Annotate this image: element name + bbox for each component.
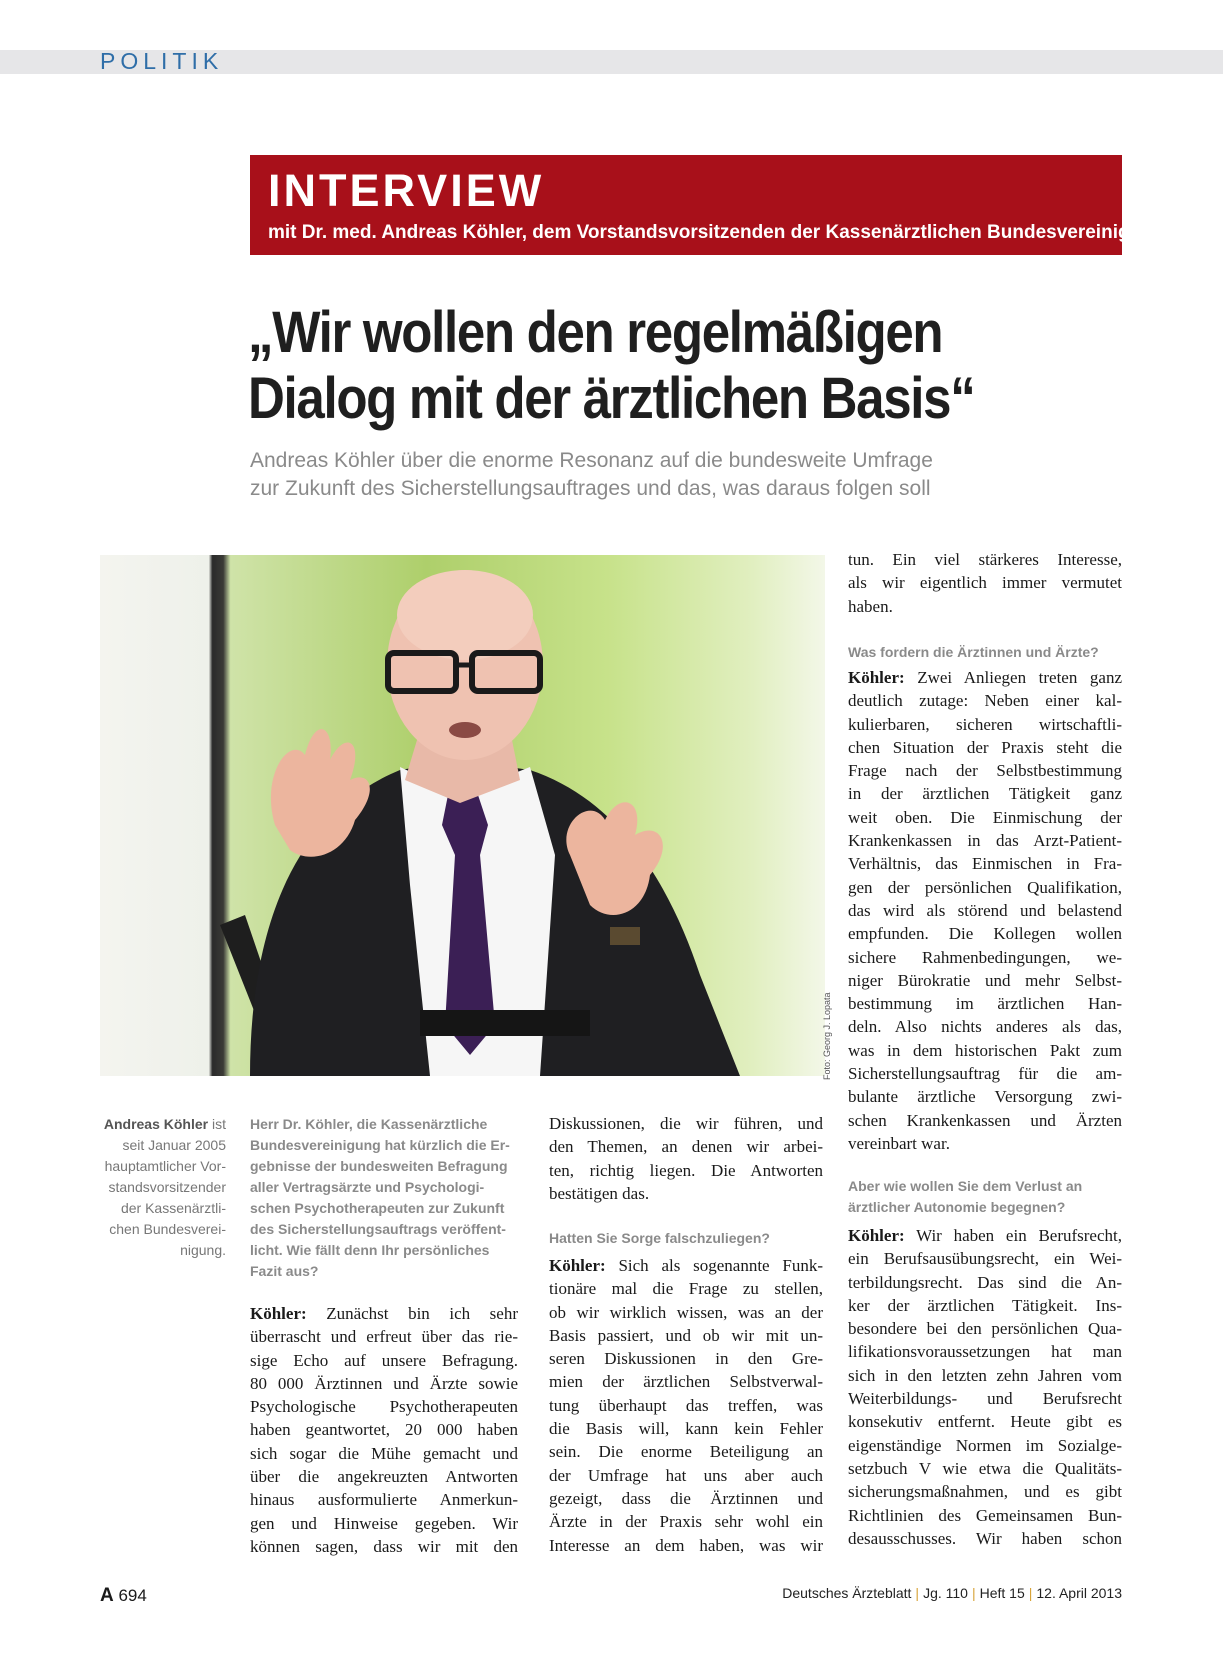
body-line: terbildungsrecht. Das sind die An- [848,1272,1122,1292]
question-line: ärztlicher Autonomie begegnen? [848,1199,1066,1215]
column-3-answer-2 [848,1224,1122,1550]
body-line: Ärzte in der Praxis sehr wohl ein [549,1512,823,1532]
caption-name: Andreas Köhler [103,1116,209,1132]
body-line: ob wir wirklich wissen, was an der [549,1302,823,1322]
subhead-line: zur Zukunft des Sicherstellungsauftrages und das, was daraus folgen soll [250,477,931,500]
footer-publication-info: Deutsches Ärzteblatt | Jg. 110 | Heft 15 | 12. April 2013 [782,1585,1122,1601]
body-line: das wird als störend und belastend [848,900,1122,920]
question-heading [848,1176,1082,1218]
caption-line: chen Bundesverei- [109,1221,226,1237]
caption-line: standsvorsitzender [108,1179,226,1195]
body-line: können sagen, dass wir mit den [250,1536,518,1556]
body-line: Sich als sogenannte Funk- [605,1256,823,1275]
publication-name: Deutsches Ärzteblatt [782,1585,912,1601]
question-heading [549,1228,770,1249]
body-line: die Basis will, kann kein Fehler [549,1419,823,1439]
issue: Heft 15 [979,1585,1025,1601]
headline-line: „Wir wollen den regelmäßigen [248,300,943,365]
page-number-value: 694 [118,1586,147,1605]
body-line: ten, richtig liegen. Die Antworten [549,1160,823,1180]
body-line: kulierbaren, sicheren wirtschaftli- [848,714,1122,734]
kicker-subtitle: mit Dr. med. Andreas Köhler, dem Vorstandsvorsitzenden der Kassenärztlichen Bundesvereinigung [268,222,1165,243]
column-2-continued [549,1112,823,1205]
subheadline [250,447,1150,503]
intro-line: licht. Wie fällt denn Ihr persönliches [250,1242,490,1258]
caption-line: seit Januar 2005 [122,1137,226,1153]
headline [248,300,1040,432]
body-line: weit oben. Die Einmischung der [848,807,1122,827]
column-3-continued [848,548,1122,618]
body-line: 80 000 Ärztinnen und Ärzte sowie [250,1373,518,1393]
portrait-photo [100,555,825,1076]
issue-date: 12. April 2013 [1036,1585,1122,1601]
intro-line: gebnisse der bundesweiten Befragung [250,1158,508,1174]
column-1-answer [250,1302,518,1558]
body-line: Zunächst bin ich sehr [306,1304,518,1323]
body-line: lifikationsvoraussetzungen hat man [848,1342,1122,1362]
photo-credit: Foto: Georg J. Lopata [822,992,832,1080]
body-line: Zwei Anliegen treten ganz [904,668,1122,687]
column-2-answer [549,1254,823,1557]
body-line: hinaus ausformulierte Anmerkun- [250,1490,518,1510]
body-line: setzbuch V wie etwa die Qualitäts- [848,1458,1122,1478]
subhead-line: Andreas Köhler über die enorme Resonanz auf die bundesweite Umfrage [250,449,933,472]
photo-caption [100,1114,226,1261]
body-line: deutlich zutage: Neben einer kal- [848,691,1122,711]
speaker-label: Köhler: [250,1304,307,1323]
column-3-answer-1 [848,666,1122,1155]
body-line: bestimmung im ärztlichen Han- [848,994,1122,1014]
body-line: den Themen, an denen wir arbei- [549,1137,823,1157]
body-line: desausschusses. Wir haben schon [848,1528,1122,1548]
body-line: vereinbart war. [848,1133,950,1153]
body-line: bestätigen das. [549,1183,650,1203]
portrait-illustration [100,555,825,1076]
body-line: haben. [848,596,893,616]
body-line: gen und Hinweise gegeben. Wir [250,1513,518,1533]
body-line: über die angekreuzten Antworten [250,1467,518,1487]
body-line: schen Krankenkassen und Ärzten [848,1110,1122,1130]
body-line: Psychologische Psychotherapeuten [250,1397,518,1417]
page-letter: A [100,1585,114,1606]
page-number [100,1585,147,1607]
intro-line: Fazit aus? [250,1263,319,1279]
body-line: in der ärztlichen Tätigkeit ganz [848,784,1122,804]
question-line: Aber wie wollen Sie dem Verlust an [848,1178,1083,1194]
body-line: sich sogar die Mühe gemacht und [250,1443,518,1463]
body-line: konsekutiv entfernt. Heute gibt es [848,1412,1122,1432]
question-heading [848,642,1099,663]
body-line: sige Echo auf unsere Befragung. [250,1350,518,1370]
body-line: haben geantwortet, 20 000 haben [250,1420,518,1440]
body-line: Weiterbildungs- und Berufsrecht [848,1389,1122,1409]
body-line: Basis passiert, und ob wir mit un- [549,1325,823,1345]
body-line: als wir eigentlich immer vermutet [848,573,1122,593]
body-line: überrascht und erfreut über das rie- [250,1327,518,1347]
body-line: niger Bürokratie und mehr Selbst- [848,970,1122,990]
body-line: Sicherstellungsauftrag für die am- [848,1064,1122,1084]
body-line: sicherungsmaßnahmen, und es gibt [848,1482,1122,1502]
volume: Jg. 110 [923,1585,968,1601]
body-line: eigenständige Normen im Sozialge- [848,1435,1122,1455]
intro-line: schen Psychotherapeuten zur Zukunft [250,1200,505,1216]
body-line: tionäre mal die Frage zu stellen, [549,1279,823,1299]
kicker: INTERVIEW [268,165,545,216]
body-line: tung überhaupt das treffen, was [549,1395,823,1415]
intro-line: aller Vertragsärzte und Psychologi- [250,1179,485,1195]
body-line: sein. Die enorme Beteiligung an [549,1442,823,1462]
question-line: Hatten Sie Sorge falschzuliegen? [549,1230,770,1246]
body-line: deln. Also nichts anderes als das, [848,1017,1122,1037]
speaker-label: Köhler: [549,1256,606,1275]
body-line: besondere bei den persönlichen Qua- [848,1319,1122,1339]
body-line: was in dem historischen Pakt zum [848,1040,1122,1060]
body-line: Richtlinien des Gemeinsamen Bun- [848,1505,1122,1525]
body-line: mien der ärztlichen Selbstverwal- [549,1372,823,1392]
body-line: sich in den letzten zehn Jahren vom [848,1365,1122,1385]
body-line: Verhältnis, das Einmischen in Fra- [848,854,1122,874]
body-line: ein Berufsausübungsrecht, ein Wei- [848,1249,1122,1269]
caption-line: ist [208,1116,226,1132]
body-line: ker der ärztlichen Tätigkeit. Ins- [848,1295,1122,1315]
body-line: sichere Rahmenbedingungen, we- [848,947,1122,967]
body-line: chen Situation der Praxis steht die [848,737,1122,757]
body-line: Diskussionen, die wir führen, und [549,1114,823,1133]
caption-line: nigung. [180,1242,226,1258]
intro-line: Herr Dr. Köhler, die Kassenärztliche [250,1116,488,1132]
body-line: empfunden. Die Kollegen wollen [848,924,1122,944]
body-line: Frage nach der Selbstbestimmung [848,761,1122,781]
speaker-label: Köhler: [848,668,905,687]
question-line: Was fordern die Ärztinnen und Ärzte? [848,644,1099,660]
body-line: gezeigt, dass die Ärztinnen und [549,1488,823,1508]
body-line: gen der persönlichen Qualifikation, [848,877,1122,897]
speaker-label: Köhler: [848,1226,905,1245]
intro-line: des Sicherstellungsauftrags veröffent- [250,1221,506,1237]
body-line: der Umfrage hat uns aber auch [549,1465,823,1485]
headline-line: Dialog mit der ärztlichen Basis“ [248,366,975,431]
intro-question [250,1114,518,1282]
intro-line: Bundesvereinigung hat kürzlich die Er- [250,1137,510,1153]
body-line: tun. Ein viel stärkeres Interesse, [848,550,1122,569]
body-line: Wir haben ein Berufsrecht, [904,1226,1122,1245]
body-line: seren Diskussionen in den Gre- [549,1349,823,1369]
caption-line: hauptamtlicher Vor- [104,1158,226,1174]
body-line: bulante ärztliche Versorgung zwi- [848,1087,1122,1107]
body-line: Krankenkassen in das Arzt-Patient- [848,831,1122,851]
caption-line: der Kassenärztli- [120,1200,226,1216]
body-line: Interesse an dem haben, was wir [549,1535,823,1555]
section-label: POLITIK [100,48,224,74]
